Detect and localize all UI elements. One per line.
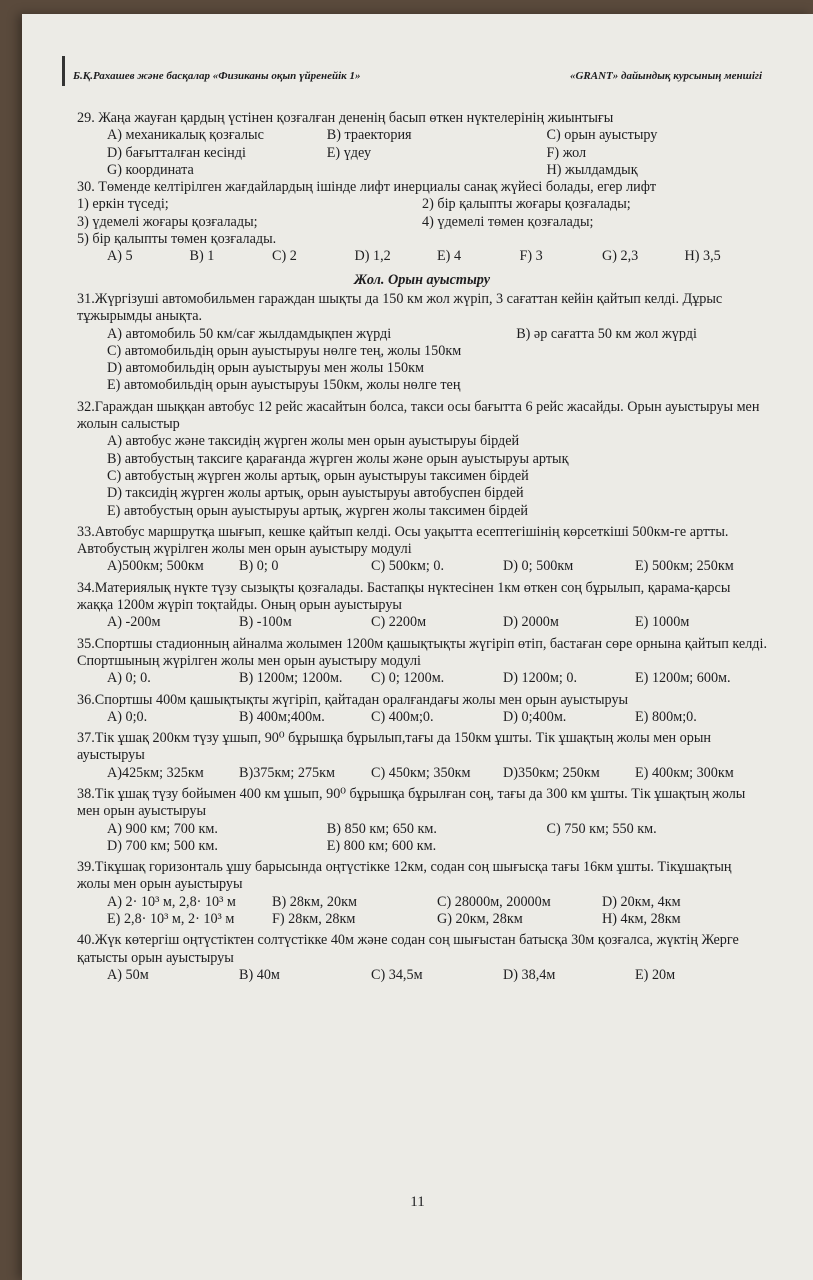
option: E) 1000м: [635, 614, 690, 631]
options: [77, 127, 767, 179]
option: D) 700 км; 500 км.: [107, 837, 218, 854]
statement: 4) үдемелі төмен қозғалады;: [422, 213, 594, 230]
options: [77, 614, 767, 631]
option: D) 0;400м.: [503, 708, 567, 725]
question-37: [77, 730, 767, 782]
option: E) 1200м; 600м.: [635, 670, 731, 687]
statement: 2) бір қалыпты жоғары қозғалады;: [422, 196, 631, 213]
statement: 3) үдемелі жоғары қозғалады;: [77, 213, 258, 230]
question-text: 40.Жүк көтергіш оңтүстіктен солтүстікке 40м және содан соң шығыстан батысқа 30м қозғалса, жүктің Жерге қатысты орын ауыстыруы: [77, 932, 739, 966]
question-text: 30. Төменде келтірілген жағдайлардың ішінде лифт инерциалы санақ жүйесі болады, егер лифт: [77, 179, 657, 196]
question-text: 36.Спортшы 400м қашықтықты жүгіріп, қайтадан оралғандағы жолы мен орын ауыстыруы: [77, 691, 629, 708]
option: D) бағытталған кесінді: [107, 144, 246, 161]
option: D) 1,2: [354, 248, 391, 265]
option: E) автобустың орын ауыстыруы артық, жүрген жолы таксимен бірдей: [107, 502, 528, 519]
option: A) -200м: [107, 614, 161, 631]
option: B) -100м: [239, 614, 292, 631]
section-title: Жол. Орын ауыстыру: [354, 271, 490, 288]
option: E) үдеу: [326, 144, 372, 161]
options: [77, 967, 767, 984]
option: H) жылдамдық: [546, 161, 638, 178]
options: [77, 670, 767, 687]
option: A) 900 км; 700 км.: [107, 820, 218, 837]
question-29: [77, 110, 767, 179]
option: F) 3: [519, 248, 543, 265]
question-text: 32.Гараждан шыққан автобус 12 рейс жасайтын болса, такси осы бағытта 6 рейс жасайды. Орын ауыстыруы мен жолын салыстыр: [77, 398, 760, 433]
option: A) автобус және таксидің жүрген жолы мен орын ауыстыруы бірдей: [107, 433, 520, 450]
option: C) 0; 1200м.: [371, 670, 445, 687]
option: B) 0; 0: [239, 558, 279, 575]
question-32: [77, 399, 767, 520]
question-30: [77, 179, 767, 265]
option: C) 400м;0.: [371, 708, 434, 725]
option: C) 34,5м: [371, 966, 423, 983]
page-content: [77, 110, 767, 984]
option: D) 38,4м: [503, 966, 556, 983]
option: D) автомобильдің орын ауыстыруы мен жолы 150км: [107, 360, 424, 377]
option: C) 2: [272, 248, 297, 265]
option: D) 20км, 4км: [602, 893, 681, 910]
question-36: [77, 692, 767, 727]
option: C) 750 км; 550 км.: [546, 820, 657, 837]
option: B) 1: [189, 248, 215, 265]
option: C) автобустың жүрген жолы артық, орын ауыстыруы таксимен бірдей: [107, 467, 529, 484]
option: E) 2,8· 10³ м, 2· 10³ м: [107, 911, 235, 928]
question-40: [77, 932, 767, 984]
option: E) 4: [437, 248, 462, 265]
options: [77, 765, 767, 782]
option: E) 800 км; 600 км.: [326, 837, 437, 854]
options: [77, 558, 767, 575]
header-right: «GRANT» дайындық курсының меншігі: [569, 70, 762, 82]
option: H) 3,5: [684, 248, 721, 265]
option: C) орын ауыстыру: [546, 127, 658, 144]
question-text: 33.Автобус маршрутқа шығып, кешке қайтып келді. Осы уақытта есептегішінің көрсеткіші 500км-ге артты. Автобустың жүрілген жолы мен орын ауыстыру модулі: [77, 523, 729, 558]
page-number: 11: [410, 1194, 425, 1210]
option: D) 0; 500км: [503, 558, 574, 575]
option: B) 28км, 20км: [272, 893, 357, 910]
option: C) 450км; 350км: [371, 764, 471, 781]
question-35: [77, 636, 767, 688]
option: A) 50м: [107, 966, 149, 983]
option: B) 40м: [239, 966, 280, 983]
option: E) 20м: [635, 966, 676, 983]
option: A)500км; 500км: [107, 558, 204, 575]
option: A) 2· 10³ м, 2,8· 10³ м: [107, 893, 236, 910]
question-text: 39.Тікұшақ горизонталь ұшу барысында оңтүстікке 12км, содан соң шығысқа тағы 16км ұшты. Тікұшақтың жолы мен орын ауыстыруы: [77, 859, 732, 893]
statements: [77, 196, 767, 248]
option: B) 1200м; 1200м.: [239, 670, 343, 687]
options: [77, 248, 767, 265]
options: [77, 894, 767, 929]
question-31: [77, 291, 767, 395]
option: A)425км; 325км: [107, 764, 204, 781]
running-header: [62, 56, 762, 86]
option: C) 2200м: [371, 614, 427, 631]
option: D) 2000м: [503, 614, 559, 631]
option: A) механикалық қозғалыс: [107, 127, 264, 144]
options: [77, 821, 767, 856]
header-left: Б.Қ.Рахашев және басқалар «Физиканы оқып үйренейік 1»: [73, 70, 361, 82]
option: B) әр сағатта 50 км жол жүрді: [516, 325, 697, 342]
option: C) 500км; 0.: [371, 558, 445, 575]
option: E) 800м;0.: [635, 708, 697, 725]
question-text: 38.Тік ұшақ түзу бойымен 400 км ұшып, 90⁰ бұрышқа бұрылған соң, тағы да 300 км ұшты. Тік ұшақтың жолы мен орын ауыстыруы: [77, 785, 746, 820]
option: B) автобустың таксиге қарағанда жүрген жолы және орын ауыстыруы артық: [107, 450, 569, 467]
option: H) 4км, 28км: [602, 911, 681, 928]
option: A) автомобиль 50 км/сағ жылдамдықпен жүрді: [107, 325, 392, 342]
options: [77, 709, 767, 726]
option: G) координата: [107, 161, 194, 178]
option: C) 28000м, 20000м: [437, 893, 551, 910]
option: C) автомобильдің орын ауыстыруы нөлге тең, жолы 150км: [107, 342, 462, 359]
option: F) жол: [546, 144, 587, 161]
question-text: 37.Тік ұшақ 200км түзу ұшып, 90⁰ бұрышқа бұрылып,тағы да 150км ұшты. Тік ұшақтың жолы мен орын ауыстыруы: [77, 730, 711, 764]
options: [77, 326, 767, 343]
option: B) 850 км; 650 км.: [326, 820, 437, 837]
option-spacer: [547, 838, 767, 855]
statement: 1) еркін түседі;: [77, 196, 169, 213]
option: G) 20км, 28км: [437, 911, 523, 928]
question-text: 34.Материялық нүкте түзу сызықты қозғалады. Бастапқы нүктесінен 1км өткен соң бұрылып, қарама-қарсы жаққа 1200м жүріп тоқтайды. Оның орын ауыстыруы: [77, 579, 731, 614]
option: A) 5: [107, 248, 133, 265]
option: D) таксидің жүрген жолы артық, орын ауыстыруы автобуспен бірдей: [107, 485, 524, 502]
question-text: 35.Спортшы стадионның айналма жолымен 1200м қашықтықты жүгіріп өтіп, бастаған сөре орнына қайтып келді. Спортшының жүрілген жолы мен орын ауыстыру модулі: [77, 635, 768, 669]
option: B) траектория: [326, 127, 412, 144]
option-spacer: [327, 162, 547, 179]
question-34: [77, 580, 767, 632]
question-33: [77, 524, 767, 576]
option: E) автомобильдің орын ауыстыруы 150км, жолы нөлге тең: [107, 377, 461, 394]
option: E) 400км; 300км: [635, 764, 734, 781]
option: A) 0; 0.: [107, 670, 151, 687]
question-text: 29. Жаңа жауған қардың үстінен қозғалған дененің басып өткен нүктелерінің жиынтығы: [77, 110, 614, 126]
question-text: 31.Жүргізуші автомобильмен гараждан шықты да 150 км жол жүріп, 3 сағаттан кейін қайтып келді. Дұрыс тұжырымды анықта.: [77, 290, 723, 325]
option: D) 1200м; 0.: [503, 670, 577, 687]
option: F) 28км, 28км: [272, 911, 356, 928]
option: B)375км; 275км: [239, 764, 335, 781]
option: G) 2,3: [602, 248, 639, 265]
option: B) 400м;400м.: [239, 708, 325, 725]
question-38: [77, 786, 767, 855]
statement: 5) бір қалыпты төмен қозғалады.: [77, 231, 277, 248]
option: A) 0;0.: [107, 708, 148, 725]
option: E) 500км; 250км: [635, 558, 734, 575]
book-page: [22, 14, 813, 1280]
question-39: [77, 859, 767, 928]
option: D)350км; 250км: [503, 764, 600, 781]
